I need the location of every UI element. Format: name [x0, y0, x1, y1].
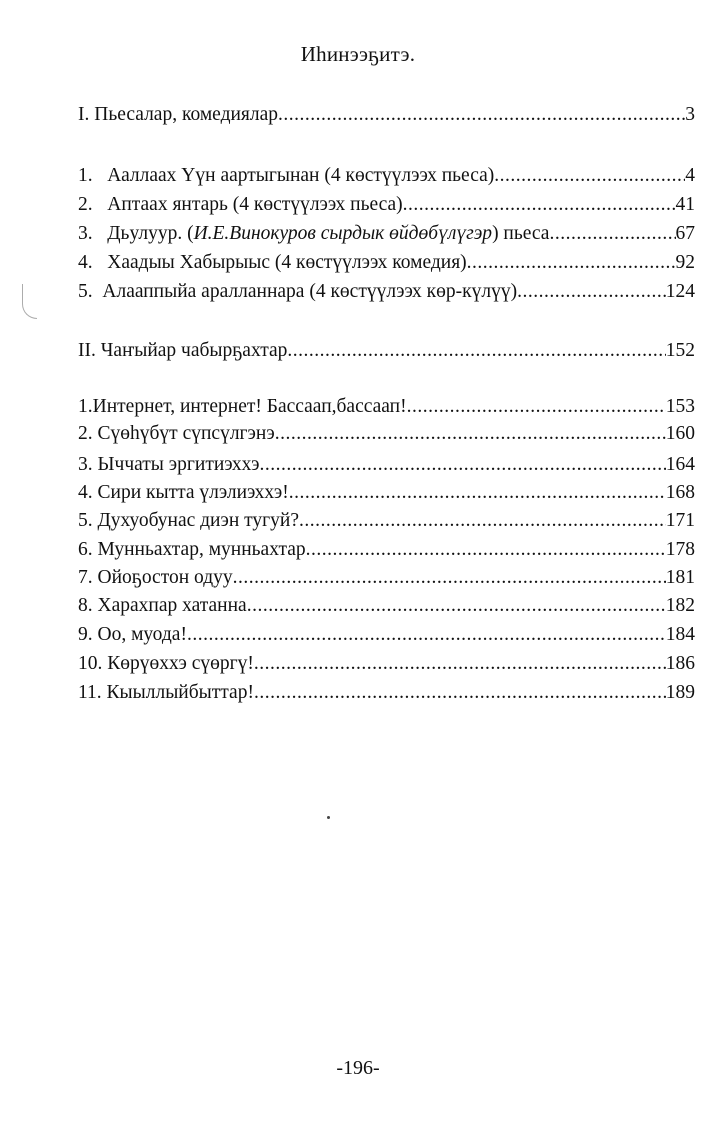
- print-speck: [327, 816, 330, 819]
- toc-leader-dots: [287, 338, 665, 364]
- toc-leader-dots: [494, 163, 685, 189]
- toc-leader-dots: [467, 250, 676, 276]
- toc-entry: [78, 480, 695, 506]
- toc-leader-dots: [254, 651, 666, 677]
- toc-entry: [78, 537, 695, 563]
- toc-page-number: 168: [665, 482, 695, 503]
- toc-leader-dots: [517, 279, 666, 305]
- toc-entry: [78, 622, 695, 648]
- toc-leader-dots: [306, 537, 666, 563]
- toc-entry: [78, 565, 695, 591]
- toc-page-number: 164: [665, 454, 695, 475]
- margin-pencil-mark: [22, 284, 37, 319]
- toc-leader-dots: [403, 192, 676, 218]
- toc-page-number: 182: [665, 595, 695, 616]
- toc-entry-label: 5. Алааппыйа аралланнара (4 көстүүлээх көр-күлүү): [78, 281, 518, 302]
- toc-entry: [78, 421, 695, 447]
- toc-leader-dots: [549, 221, 675, 247]
- toc-page-number: 184: [665, 624, 695, 645]
- toc-entry-label: 2. Аптаах янтарь (4 көстүүлээх пьеса): [78, 194, 403, 215]
- toc-page-number: 67: [675, 223, 695, 244]
- toc-entry-label: 2. Сүөhүбүт сүпсүлгэнэ: [78, 423, 275, 444]
- toc-page-number: 181: [665, 567, 695, 588]
- toc-entry: [78, 279, 695, 305]
- toc-entry: [78, 593, 695, 619]
- toc-page-number: 4: [685, 165, 695, 186]
- toc-page-number: 153: [665, 396, 695, 417]
- toc-entry-label: 4. Сири кытта үлэлиэххэ!: [78, 482, 289, 503]
- toc-entry-label: 7. Ойоҕостон одуу: [78, 567, 233, 588]
- toc-entry-label: 9. Оо, муода!: [78, 624, 187, 645]
- page-number: -196-: [336, 1057, 380, 1079]
- toc-leader-dots: [299, 508, 666, 534]
- toc-entry: [78, 163, 695, 189]
- toc-page-number: 92: [675, 252, 695, 273]
- toc-page-number: 152: [665, 340, 695, 361]
- toc-entry: [78, 680, 695, 706]
- toc-section-label: II. Чаҥыйар чабырҕахтар: [78, 340, 288, 361]
- toc-entry-label: 11. Кыыллыйбыттар!: [78, 682, 254, 703]
- toc-entry-label: 1.Интернет, интернет! Бассаап,бассаап!: [78, 396, 407, 417]
- toc-entry-label: 1. Ааллаах Үүн аартыгынан (4 көстүүлээх пьеса): [78, 165, 495, 186]
- toc-leader-dots: [187, 622, 666, 648]
- toc-page-number: 160: [665, 423, 695, 444]
- toc-leader-dots: [233, 565, 666, 591]
- toc-entry-label: 3. Дьулуур. (И.Е.Винокуров сырдык өйдөбүлүгэр) пьеса: [78, 223, 550, 244]
- toc-entry-label: 10. Көрүөххэ сүөргү!: [78, 653, 254, 674]
- toc-page-number: 3: [685, 104, 695, 125]
- toc-entry: [78, 192, 695, 218]
- toc-entry: [78, 394, 695, 420]
- toc-entry: [78, 452, 695, 478]
- toc-section-label: I. Пьесалар, комедиялар: [78, 104, 279, 125]
- toc-leader-dots: [407, 394, 666, 420]
- toc-page-number: 124: [665, 281, 695, 302]
- page-title: Иhинээҕитэ.: [300, 42, 416, 66]
- toc-page-number: 41: [675, 194, 695, 215]
- toc-leader-dots: [247, 593, 666, 619]
- toc-section-heading: [78, 102, 695, 128]
- toc-page-number: 178: [665, 539, 695, 560]
- toc-leader-dots: [260, 452, 666, 478]
- toc-entry: [78, 250, 695, 276]
- toc-page-number: 189: [665, 682, 695, 703]
- toc-entry: [78, 221, 695, 247]
- toc-entry-label: 6. Мунньахтар, мунньахтар: [78, 539, 306, 560]
- toc-entry: [78, 508, 695, 534]
- toc-page-number: 186: [665, 653, 695, 674]
- toc-entry-label: 3. Ыччаты эргитиэххэ: [78, 454, 260, 475]
- toc-page-number: 171: [665, 510, 695, 531]
- toc-leader-dots: [254, 680, 666, 706]
- toc-entry-label: 5. Духуобунас диэн тугуй?: [78, 510, 300, 531]
- toc-leader-dots: [289, 480, 666, 506]
- toc-leader-dots: [275, 421, 666, 447]
- toc-section-heading: [78, 338, 695, 364]
- toc-entry-label: 4. Хаадыы Хабырыыс (4 көстүүлээх комедия): [78, 252, 467, 273]
- toc-entry-label: 8. Харахпар хатанна: [78, 595, 247, 616]
- toc-leader-dots: [278, 102, 685, 128]
- toc-entry: [78, 651, 695, 677]
